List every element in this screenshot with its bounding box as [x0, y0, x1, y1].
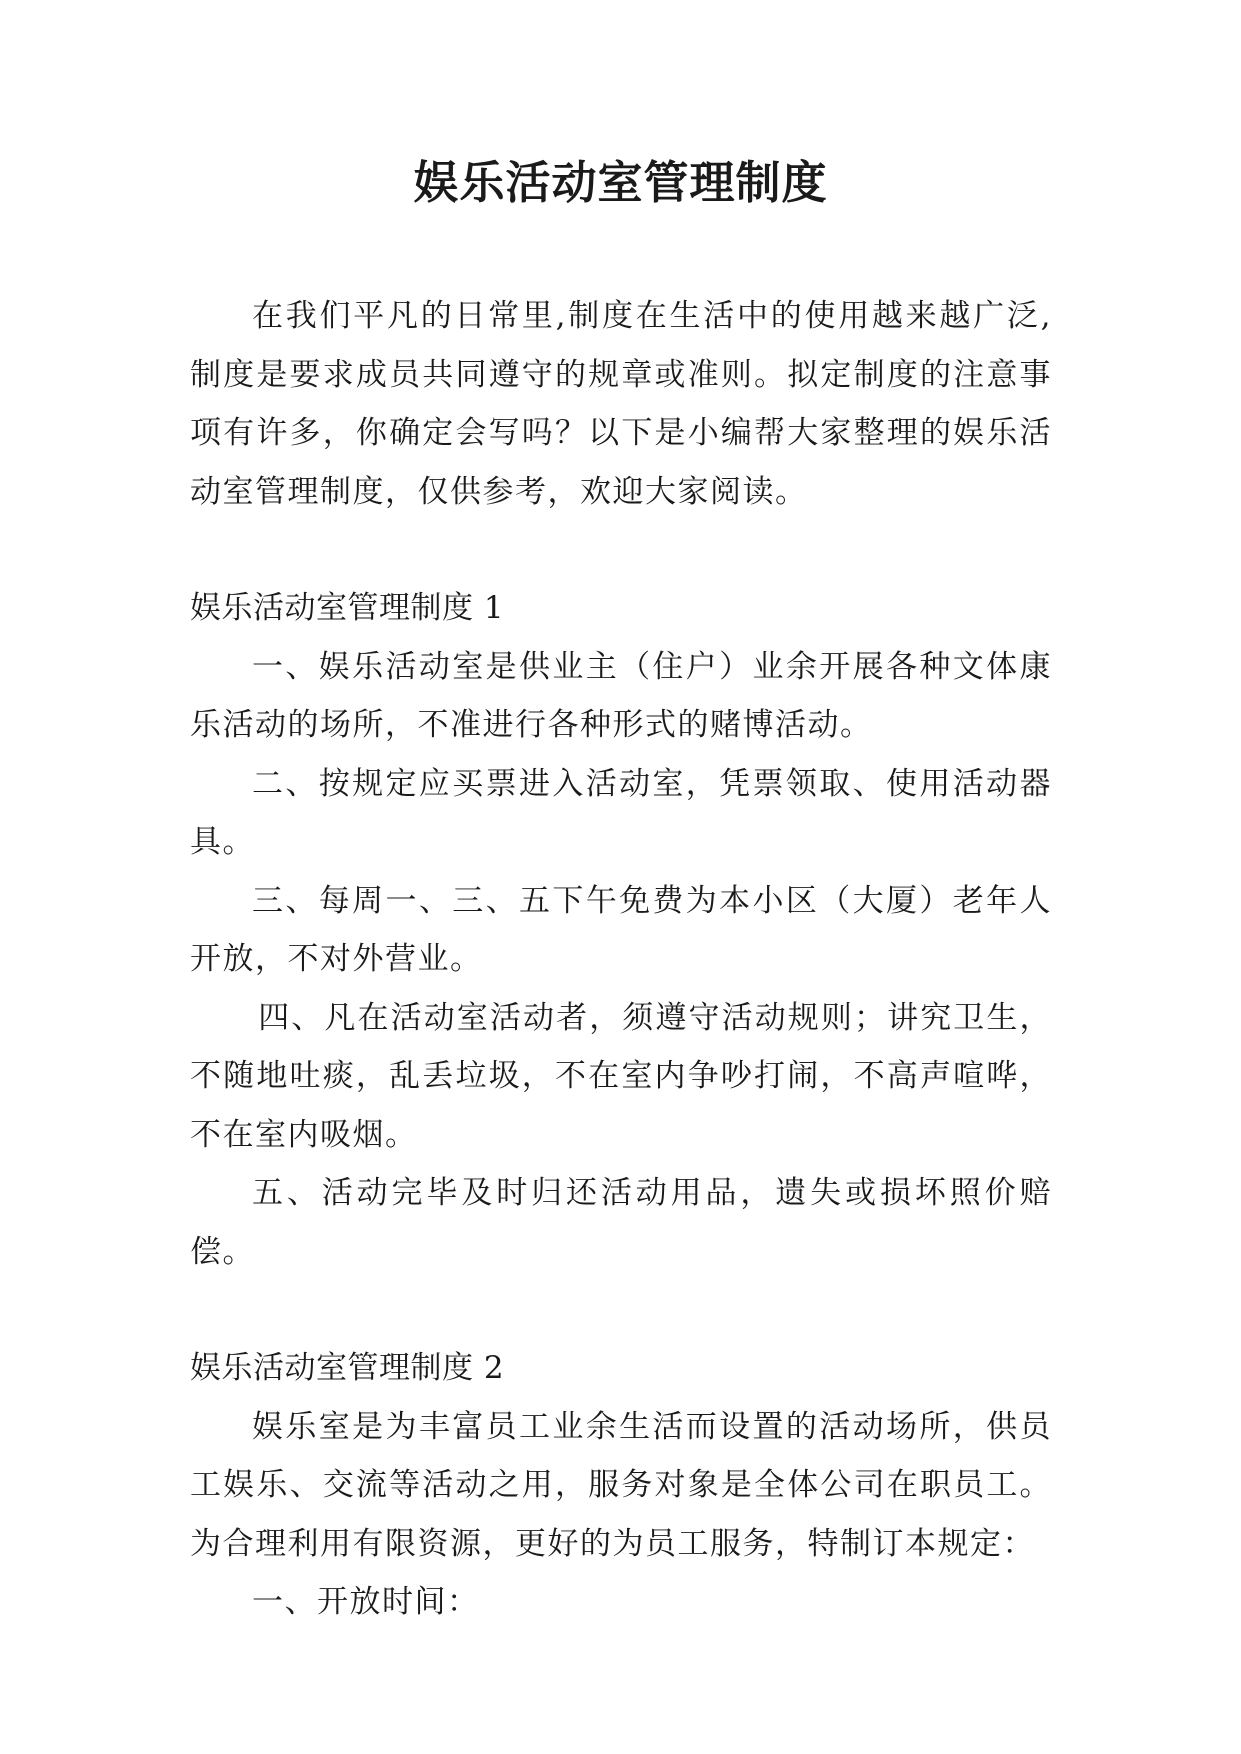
section-1-item-5: 五、活动完毕及时归还活动用品，遗失或损坏照价赔偿。: [190, 1175, 1052, 1270]
section-2-paragraph: 娱乐室是为丰富员工业余生活而设置的活动场所，供员工娱乐、交流等活动之用，服务对象是全体公司在职员工。为合理利用有限资源，更好的为员工服务，特制订本规定：: [190, 1408, 1052, 1562]
intro-paragraph: 在我们平凡的日常里,制度在生活中的使用越来越广泛,制度是要求成员共同遵守的规章或准则。拟定制度的注意事项有许多，你确定会写吗？以下是小编帮大家整理的娱乐活动室管理制度，仅供参考，欢迎大家阅读。: [190, 298, 1052, 510]
section-1-item-3: 三、每周一、三、五下午免费为本小区（大厦）老年人开放，不对外营业。: [190, 882, 1052, 977]
section-1-item-4: 四、凡在活动室活动者，须遵守活动规则；讲究卫生，不随地吐痰，乱丢垃圾，不在室内争吵打闹，不高声喧哗，不在室内吸烟。: [190, 999, 1052, 1153]
section-1-heading: 娱乐活动室管理制度 1: [190, 590, 505, 626]
document-body: [190, 287, 1052, 1632]
section-2-item-1: 一、开放时间：: [252, 1584, 480, 1620]
section-2-heading: 娱乐活动室管理制度 2: [190, 1350, 505, 1386]
section-1-item-2: 二、按规定应买票进入活动室，凭票领取、使用活动器具。: [190, 765, 1052, 860]
document-title: 娱乐活动室管理制度: [413, 156, 828, 209]
section-1-item-1: 一、娱乐活动室是供业主（住户）业余开展各种文体康乐活动的场所，不准进行各种形式的赌博活动。: [190, 648, 1052, 743]
